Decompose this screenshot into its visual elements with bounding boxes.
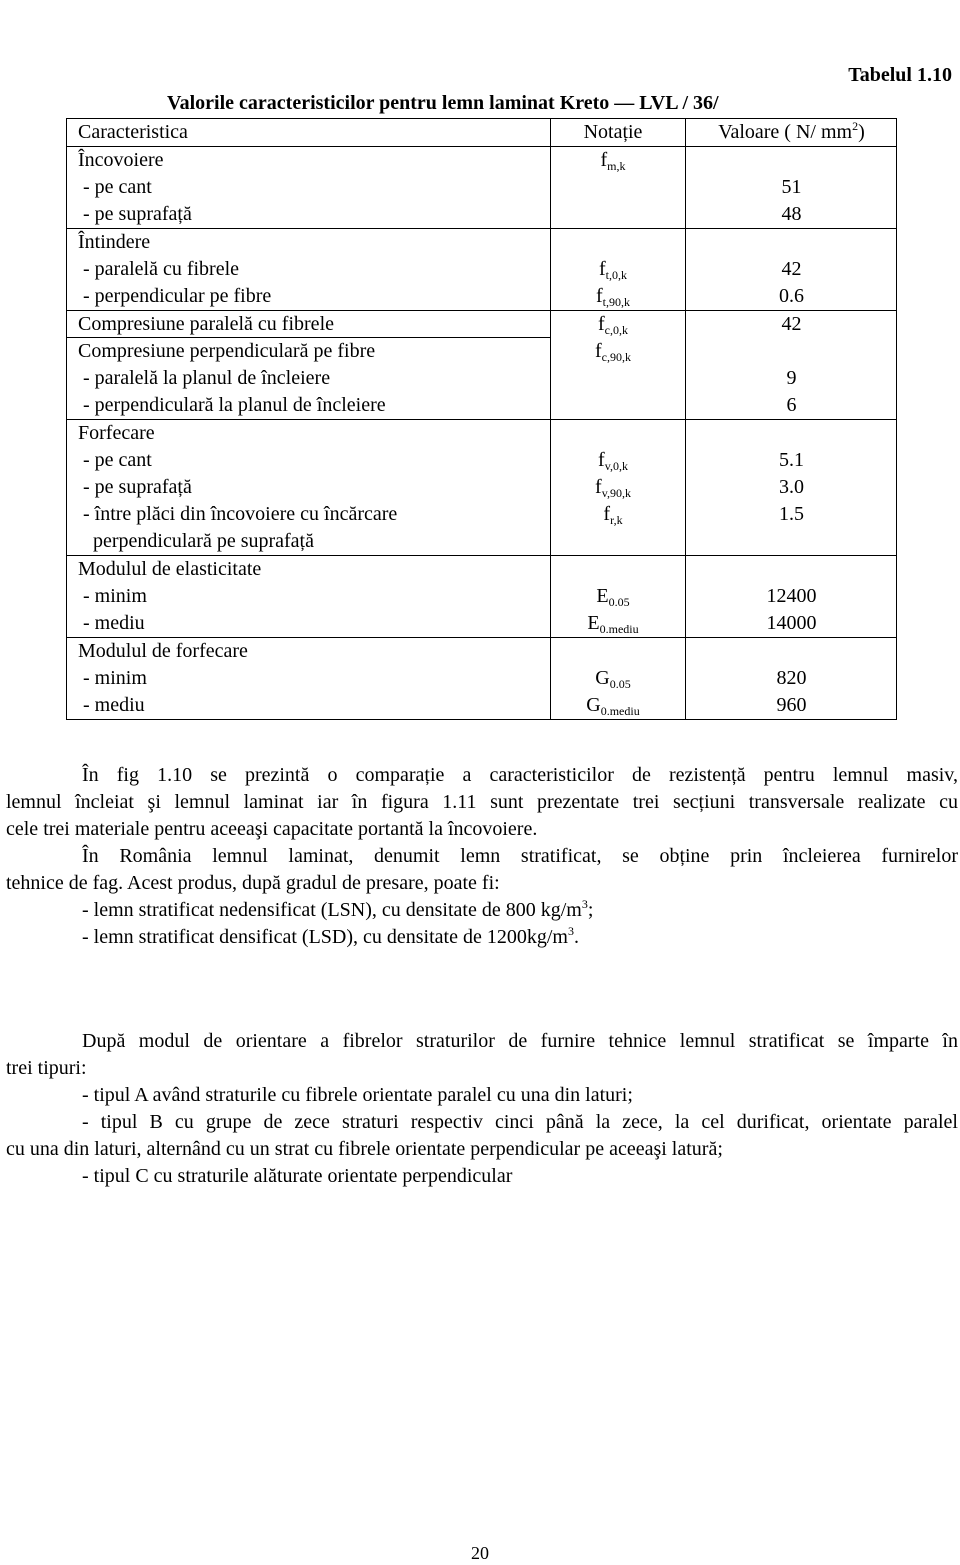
header-value: Valoare ( N/ $mm^2$) bbox=[718, 119, 865, 143]
notation-cell bbox=[541, 256, 685, 283]
characteristic-cell: Forfecare bbox=[78, 422, 155, 444]
characteristic-cell: - perpendicular pe fibre bbox=[78, 285, 272, 307]
notation-symbol: f bbox=[598, 258, 606, 280]
table-row bbox=[67, 338, 896, 365]
value-cell: 42 bbox=[781, 313, 802, 335]
characteristic-cell: - pe cant bbox=[78, 449, 152, 471]
characteristic-cell: Compresiune perpendiculară pe fibre bbox=[78, 340, 376, 362]
table-row bbox=[67, 665, 896, 692]
value-cell: 51 bbox=[781, 176, 802, 198]
characteristic-cell: - minim bbox=[78, 585, 147, 607]
value-cell: 42 bbox=[781, 258, 802, 280]
text-line: După modul de orientare a fibrelor straturilor de furnire tehnice lemnul stratificat se împarte în bbox=[82, 1030, 958, 1052]
table-row bbox=[67, 692, 896, 719]
notation-symbol: f bbox=[598, 449, 605, 471]
paragraph-types bbox=[6, 1028, 958, 1190]
notation-cell bbox=[541, 665, 685, 692]
table-row bbox=[67, 528, 896, 555]
characteristic-cell: Încovoiere bbox=[78, 149, 164, 171]
table-header-row bbox=[67, 119, 896, 146]
properties-table bbox=[66, 118, 897, 720]
text-line: - tipul A având straturile cu fibrele orientate paralel cu una din laturi; bbox=[82, 1084, 633, 1106]
text-line: - tipul B cu grupe de zece straturi respectiv cinci până la zece, la cel durificat, orientate paralel bbox=[82, 1111, 958, 1133]
notation-subscript: c,90,k bbox=[601, 350, 631, 364]
characteristic-cell: - pe suprafață bbox=[78, 476, 192, 498]
notation-cell bbox=[541, 283, 685, 310]
notation-symbol: G bbox=[586, 694, 601, 716]
notation-cell bbox=[541, 147, 685, 174]
table-row bbox=[67, 146, 896, 174]
table-row bbox=[67, 392, 896, 419]
header-characteristic: Caracteristica bbox=[78, 121, 188, 143]
notation-subscript: 0.05 bbox=[609, 677, 631, 691]
value-cell: 3.0 bbox=[779, 476, 804, 498]
table-title: Valorile caracteristicilor pentru lemn laminat Kreto — LVL / 36/ bbox=[167, 92, 719, 114]
notation-symbol: E bbox=[587, 612, 600, 634]
text-line: cele trei materiale pentru aceeaşi capacitate portantă la încovoiere. bbox=[6, 818, 538, 840]
value-cell: 5.1 bbox=[779, 449, 804, 471]
table-row bbox=[67, 365, 896, 392]
characteristic-cell: Modulul de elasticitate bbox=[78, 558, 262, 580]
notation-subscript: v,0,k bbox=[604, 459, 628, 473]
table-row bbox=[67, 447, 896, 474]
table-row bbox=[67, 419, 896, 447]
table-row bbox=[67, 310, 896, 338]
value-cell: 6 bbox=[786, 394, 797, 416]
table-row bbox=[67, 256, 896, 283]
table-row bbox=[67, 283, 896, 310]
table-row bbox=[67, 555, 896, 583]
notation-cell bbox=[541, 501, 685, 528]
characteristic-cell: - mediu bbox=[78, 612, 145, 634]
notation-subscript: r,k bbox=[610, 513, 623, 527]
characteristic-cell: - între plăci din încovoiere cu încărcare bbox=[78, 503, 398, 525]
characteristic-cell: - pe cant bbox=[78, 176, 152, 198]
table-row bbox=[67, 583, 896, 610]
value-cell: 1.5 bbox=[779, 503, 804, 525]
notation-subscript: 0.mediu bbox=[600, 704, 640, 718]
notation-symbol: f bbox=[595, 340, 602, 362]
text-line: tehnice de fag. Acest produs, după gradul de presare, poate fi: bbox=[6, 872, 500, 894]
value-cell: 0.6 bbox=[779, 285, 804, 307]
text-line: - lemn stratificat densificat (LSD), cu densitate de $1200kg/m^3$. bbox=[82, 924, 579, 948]
characteristic-cell: - paralelă cu fibrele bbox=[78, 258, 240, 280]
notation-symbol: f bbox=[598, 313, 605, 335]
characteristic-cell: - perpendiculară la planul de încleiere bbox=[78, 394, 386, 416]
characteristic-cell: Compresiune paralelă cu fibrele bbox=[78, 313, 334, 335]
notation-subscript: 0.mediu bbox=[599, 622, 639, 636]
value-cell: 14000 bbox=[766, 612, 817, 634]
table-row bbox=[67, 474, 896, 501]
value-cell: 12400 bbox=[766, 585, 817, 607]
value-cell: 9 bbox=[786, 367, 797, 389]
text-line: În România lemnul laminat, denumit lemn stratificat, se obține prin încleierea furnirelor bbox=[82, 845, 958, 867]
notation-symbol: G bbox=[595, 667, 610, 689]
text-line: cu una din laturi, alternând cu un strat cu fibrele orientate perpendicular pe aceeaşi latură; bbox=[6, 1138, 723, 1160]
notation-subscript: 0.05 bbox=[608, 595, 630, 609]
notation-cell bbox=[541, 583, 685, 610]
paragraph-comparison bbox=[6, 762, 958, 951]
notation-cell bbox=[541, 311, 685, 338]
characteristic-cell: - pe suprafață bbox=[78, 203, 192, 225]
notation-cell bbox=[541, 610, 685, 637]
table-row bbox=[67, 201, 896, 228]
characteristic-cell: Întindere bbox=[78, 231, 151, 253]
table-label: Tabelul 1.10 bbox=[848, 64, 952, 86]
notation-subscript: m,k bbox=[607, 159, 626, 173]
value-cell: 48 bbox=[781, 203, 802, 225]
header-notation: Notație bbox=[583, 121, 643, 143]
notation-cell bbox=[541, 692, 685, 719]
table-row bbox=[67, 637, 896, 665]
value-cell: 960 bbox=[776, 694, 807, 716]
text-line: - lemn stratificat nedensificat (LSN), cu densitate de 800 $kg/m^3$; bbox=[82, 897, 594, 921]
value-cell: 820 bbox=[776, 667, 807, 689]
text-line: - tipul C cu straturile alăturate orientate perpendicular bbox=[82, 1165, 513, 1187]
notation-subscript: t,0,k bbox=[605, 268, 627, 282]
characteristic-cell: Modulul de forfecare bbox=[78, 640, 248, 662]
notation-symbol: f bbox=[600, 149, 608, 171]
characteristic-cell: - mediu bbox=[78, 694, 145, 716]
table-row bbox=[67, 174, 896, 201]
notation-symbol: f bbox=[603, 503, 611, 525]
notation-subscript: c,0,k bbox=[604, 323, 628, 337]
notation-cell bbox=[541, 474, 685, 501]
notation-cell bbox=[541, 338, 685, 365]
text-line: lemnul încleiat şi lemnul laminat iar în figura 1.11 sunt prezentate trei secțiuni transversale realizate cu bbox=[6, 791, 958, 813]
page-number: 20 bbox=[471, 1543, 489, 1563]
table-row bbox=[67, 228, 896, 256]
characteristic-cell: perpendiculară pe suprafață bbox=[78, 530, 314, 552]
text-line: În fig 1.10 se prezintă o comparație a caracteristicilor de rezistență pentru lemnul masiv, bbox=[82, 764, 958, 786]
table-row bbox=[67, 501, 896, 528]
notation-symbol: f bbox=[595, 285, 603, 307]
notation-subscript: v,90,k bbox=[601, 486, 631, 500]
notation-cell bbox=[541, 447, 685, 474]
notation-symbol: E bbox=[596, 585, 609, 607]
characteristic-cell: - paralelă la planul de încleiere bbox=[78, 367, 331, 389]
characteristic-cell: - minim bbox=[78, 667, 147, 689]
notation-symbol: f bbox=[595, 476, 602, 498]
notation-subscript: t,90,k bbox=[602, 295, 630, 309]
text-line: trei tipuri: bbox=[6, 1057, 87, 1079]
table-row bbox=[67, 610, 896, 637]
